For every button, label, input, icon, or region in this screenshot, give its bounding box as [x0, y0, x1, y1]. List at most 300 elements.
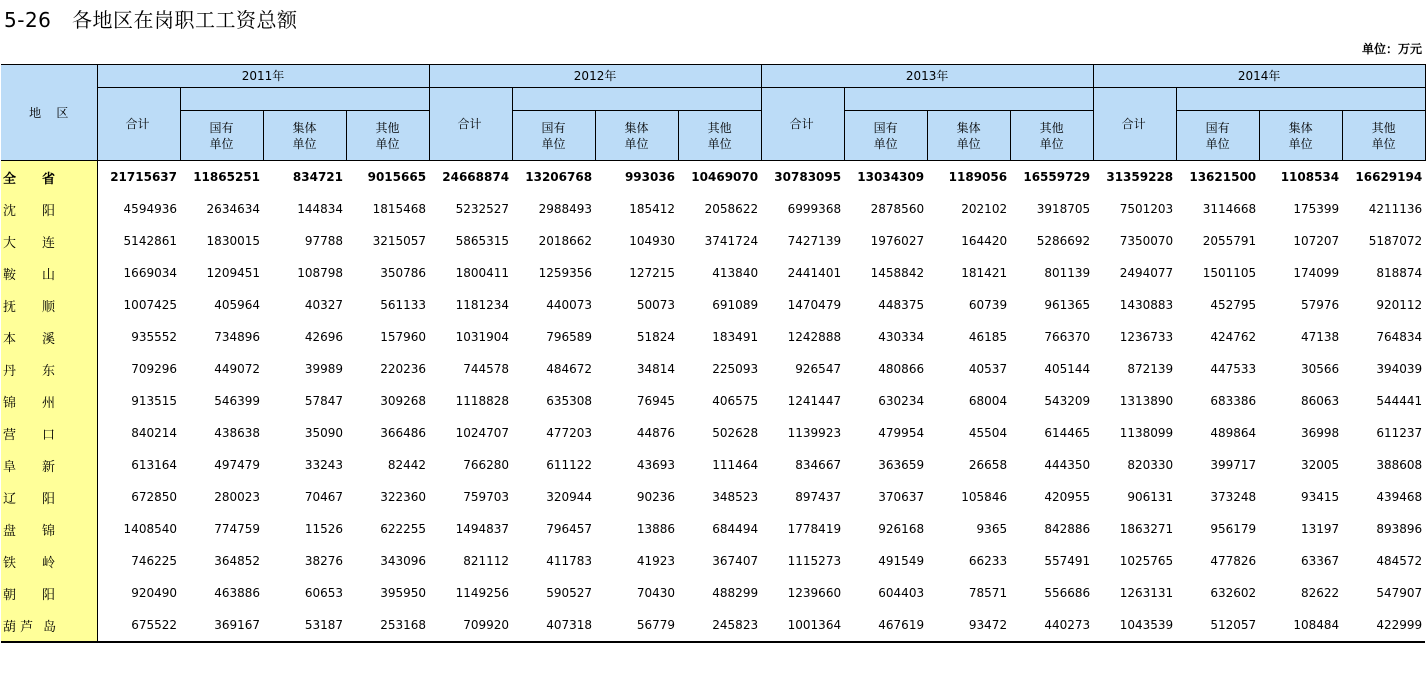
- value-cell: 105846: [961, 490, 1008, 504]
- region-header-label: 地 区: [29, 105, 69, 120]
- value-cell: 220236: [380, 362, 427, 376]
- value-cell: 448375: [878, 298, 925, 312]
- value-cell: 1778419: [787, 522, 842, 536]
- value-cell: 709296: [131, 362, 177, 376]
- value-cell: 7350070: [1119, 234, 1174, 248]
- region-name-part: 岛: [43, 619, 57, 635]
- value-cell: 5187072: [1368, 234, 1423, 248]
- value-cell: 1494837: [455, 522, 510, 536]
- value-cell: 41923: [636, 554, 676, 568]
- value-cell: 4211136: [1368, 202, 1423, 216]
- sub-header-line-2: 单位: [541, 136, 566, 151]
- value-cell: 36998: [1300, 426, 1340, 440]
- value-cell: 766280: [463, 458, 510, 472]
- value-cell: 11526: [304, 522, 343, 536]
- table-row: [1, 513, 1425, 545]
- value-cell: 691089: [712, 298, 759, 312]
- value-cell: 13886: [636, 522, 676, 536]
- region-name-part: 连: [42, 235, 56, 251]
- value-cell: 2988493: [538, 202, 593, 216]
- value-cell: 467619: [844, 609, 927, 642]
- value-cell: 108484: [1259, 609, 1342, 642]
- value-cell: 46185: [968, 330, 1008, 344]
- value-cell: 7427139: [787, 234, 842, 248]
- region-cell: [1, 161, 97, 194]
- value-cell: 13621500: [1176, 161, 1259, 194]
- value-cell: 438638: [214, 426, 260, 440]
- value-cell: 51824: [636, 330, 676, 344]
- value-cell: 556686: [1044, 586, 1091, 600]
- value-cell: 183491: [712, 330, 759, 344]
- sub-header-line-1: 其他: [1371, 120, 1396, 135]
- value-cell: 926547: [795, 362, 842, 376]
- value-cell: 16559729: [1010, 161, 1093, 194]
- value-cell: 759703: [463, 490, 510, 504]
- value-cell: 1138099: [1119, 426, 1174, 440]
- value-cell: 39989: [304, 362, 343, 376]
- region-name-part: 抚: [3, 299, 17, 315]
- sub-header-line-1: 国有: [873, 120, 898, 135]
- value-cell: 280023: [214, 490, 260, 504]
- value-cell: 50073: [636, 298, 676, 312]
- value-cell: 2634634: [206, 202, 260, 216]
- value-cell: 683386: [1210, 394, 1257, 408]
- value-cell: 834667: [795, 458, 842, 472]
- value-cell: 480866: [878, 362, 925, 376]
- value-cell: 4594936: [123, 202, 177, 216]
- value-cell: 26658: [968, 458, 1008, 472]
- value-cell: 245823: [678, 609, 761, 642]
- region-cell: [1, 481, 97, 513]
- value-cell: 546399: [214, 394, 260, 408]
- sub-header-line-1: 国有: [541, 120, 566, 135]
- header-spacer: [844, 88, 1093, 111]
- table-body: [1, 161, 1425, 643]
- value-cell: 127215: [629, 266, 676, 280]
- table-row: [1, 481, 1425, 513]
- value-cell: 675522: [97, 609, 180, 642]
- value-cell: 906131: [1127, 490, 1174, 504]
- value-cell: 1241447: [787, 394, 842, 408]
- value-cell: 181421: [961, 266, 1008, 280]
- region-name-part: 大: [3, 235, 17, 251]
- value-cell: 348523: [712, 490, 759, 504]
- value-cell: 630234: [878, 394, 925, 408]
- value-cell: 202102: [961, 202, 1008, 216]
- value-cell: 367407: [712, 554, 759, 568]
- value-cell: 422999: [1342, 609, 1425, 642]
- table-row: [1, 385, 1425, 417]
- value-cell: 543209: [1044, 394, 1091, 408]
- value-cell: 57847: [304, 394, 343, 408]
- value-cell: 57976: [1300, 298, 1340, 312]
- value-cell: 32005: [1300, 458, 1340, 472]
- value-cell: 613164: [131, 458, 177, 472]
- value-cell: 16629194: [1342, 161, 1425, 194]
- value-cell: 1025765: [1119, 554, 1174, 568]
- region-cell: [1, 417, 97, 449]
- value-cell: 44876: [636, 426, 676, 440]
- value-cell: 920112: [1376, 298, 1423, 312]
- region-column-header: [1, 65, 97, 161]
- value-cell: 1830015: [206, 234, 260, 248]
- sub-header-line-2: 单位: [1288, 136, 1313, 151]
- region-cell: [1, 289, 97, 321]
- value-cell: 70467: [304, 490, 343, 504]
- value-cell: 430334: [878, 330, 925, 344]
- other-unit-column-header: [678, 111, 761, 161]
- region-name-part: 锦: [42, 523, 56, 539]
- region-cell: [1, 577, 97, 609]
- value-cell: 1149256: [455, 586, 510, 600]
- value-cell: 611122: [546, 458, 593, 472]
- region-cell: [1, 609, 97, 642]
- header-spacer: [180, 88, 429, 111]
- total-column-header: 合计: [429, 88, 512, 161]
- value-cell: 920490: [131, 586, 177, 600]
- year-header-2013: 2013年: [761, 65, 1093, 88]
- value-cell: 632602: [1210, 586, 1257, 600]
- region-name-part: 本: [3, 331, 17, 347]
- sub-header-line-2: 单位: [956, 136, 981, 151]
- value-cell: 491549: [878, 554, 925, 568]
- value-cell: 614465: [1044, 426, 1091, 440]
- sub-header-line-2: 单位: [1371, 136, 1396, 151]
- region-name-part: 葫 芦: [3, 619, 34, 635]
- value-cell: 90236: [636, 490, 676, 504]
- value-cell: 394039: [1376, 362, 1423, 376]
- value-cell: 407318: [512, 609, 595, 642]
- value-cell: 30783095: [761, 161, 844, 194]
- value-cell: 842886: [1044, 522, 1091, 536]
- value-cell: 3918705: [1036, 202, 1091, 216]
- value-cell: 818874: [1376, 266, 1423, 280]
- value-cell: 45504: [968, 426, 1008, 440]
- region-name-part: 丹: [3, 363, 17, 379]
- value-cell: 1863271: [1119, 522, 1174, 536]
- value-cell: 684494: [712, 522, 759, 536]
- value-cell: 1501105: [1202, 266, 1257, 280]
- region-name-part: 铁: [3, 555, 17, 571]
- value-cell: 821112: [463, 554, 510, 568]
- value-cell: 796457: [546, 522, 593, 536]
- table-row: [1, 225, 1425, 257]
- table-row: [1, 161, 1425, 194]
- value-cell: 590527: [546, 586, 593, 600]
- value-cell: 935552: [131, 330, 177, 344]
- region-cell: [1, 353, 97, 385]
- region-name-part: 阳: [42, 587, 56, 603]
- value-cell: 439468: [1376, 490, 1423, 504]
- value-cell: 1118828: [455, 394, 510, 408]
- value-cell: 512057: [1176, 609, 1259, 642]
- region-name-part: 阳: [42, 203, 56, 219]
- value-cell: 60739: [968, 298, 1008, 312]
- value-cell: 913515: [131, 394, 177, 408]
- value-cell: 225093: [712, 362, 759, 376]
- table-row: [1, 545, 1425, 577]
- value-cell: 40327: [304, 298, 343, 312]
- value-cell: 1470479: [787, 298, 842, 312]
- sub-header-line-2: 单位: [292, 136, 317, 151]
- value-cell: 1024707: [455, 426, 510, 440]
- value-cell: 40537: [968, 362, 1008, 376]
- value-cell: 611237: [1376, 426, 1423, 440]
- value-cell: 764834: [1376, 330, 1423, 344]
- value-cell: 1139923: [787, 426, 842, 440]
- value-cell: 766370: [1044, 330, 1091, 344]
- table-row: [1, 321, 1425, 353]
- value-cell: 672850: [131, 490, 177, 504]
- region-name-part: 口: [42, 427, 56, 443]
- value-cell: 746225: [131, 554, 177, 568]
- value-cell: 11865251: [180, 161, 263, 194]
- value-cell: 557491: [1044, 554, 1091, 568]
- value-cell: 34814: [636, 362, 676, 376]
- value-cell: 364852: [214, 554, 260, 568]
- value-cell: 35090: [304, 426, 343, 440]
- value-cell: 635308: [546, 394, 593, 408]
- value-cell: 9015665: [346, 161, 429, 194]
- value-cell: 820330: [1127, 458, 1174, 472]
- value-cell: 78571: [968, 586, 1008, 600]
- value-cell: 9365: [976, 522, 1008, 536]
- value-cell: 38276: [304, 554, 343, 568]
- collective-unit-column-header: [927, 111, 1010, 161]
- value-cell: 322360: [380, 490, 427, 504]
- region-cell: [1, 225, 97, 257]
- sub-header-line-1: 集体: [956, 120, 981, 135]
- value-cell: 1815468: [372, 202, 427, 216]
- value-cell: 1976027: [870, 234, 925, 248]
- value-cell: 961365: [1044, 298, 1091, 312]
- value-cell: 405144: [1044, 362, 1091, 376]
- value-cell: 366486: [380, 426, 427, 440]
- value-cell: 484672: [546, 362, 593, 376]
- value-cell: 42696: [304, 330, 343, 344]
- value-cell: 604403: [878, 586, 925, 600]
- sub-header-line-2: 单位: [1039, 136, 1064, 151]
- page-title: 5-26 各地区在岗职工工资总额: [4, 8, 298, 32]
- state-owned-unit-column-header: [512, 111, 595, 161]
- value-cell: 840214: [131, 426, 177, 440]
- value-cell: 31359228: [1093, 161, 1176, 194]
- value-cell: 406575: [712, 394, 759, 408]
- value-cell: 1430883: [1119, 298, 1174, 312]
- value-cell: 449072: [214, 362, 260, 376]
- value-cell: 369167: [180, 609, 263, 642]
- value-cell: 834721: [263, 161, 346, 194]
- value-cell: 82442: [387, 458, 427, 472]
- value-cell: 68004: [968, 394, 1008, 408]
- value-cell: 53187: [263, 609, 346, 642]
- region-name-part: 盘: [3, 523, 17, 539]
- value-cell: 10469070: [678, 161, 761, 194]
- value-cell: 734896: [214, 330, 260, 344]
- value-cell: 440073: [546, 298, 593, 312]
- value-cell: 60653: [304, 586, 343, 600]
- total-column-header: 合计: [1093, 88, 1176, 161]
- value-cell: 388608: [1376, 458, 1423, 472]
- region-name-part: 顺: [42, 299, 56, 315]
- sub-header-line-1: 国有: [1205, 120, 1230, 135]
- collective-unit-column-header: [1259, 111, 1342, 161]
- total-column-header: 合计: [97, 88, 180, 161]
- region-cell: [1, 449, 97, 481]
- value-cell: 253168: [346, 609, 429, 642]
- value-cell: 1236733: [1119, 330, 1174, 344]
- value-cell: 411783: [546, 554, 593, 568]
- region-name-part: 岭: [42, 555, 56, 571]
- value-cell: 30566: [1300, 362, 1340, 376]
- value-cell: 1669034: [123, 266, 177, 280]
- sub-header-line-2: 单位: [873, 136, 898, 151]
- sub-header-line-2: 单位: [375, 136, 400, 151]
- region-name-part: 辽: [3, 491, 17, 507]
- value-cell: 502628: [712, 426, 759, 440]
- other-unit-column-header: [346, 111, 429, 161]
- value-cell: 86063: [1300, 394, 1340, 408]
- value-cell: 1408540: [123, 522, 177, 536]
- region-name-part: 东: [42, 363, 56, 379]
- region-name-part: 新: [42, 459, 56, 475]
- sub-header-line-1: 集体: [292, 120, 317, 135]
- value-cell: 33243: [304, 458, 343, 472]
- value-cell: 2055791: [1202, 234, 1257, 248]
- value-cell: 796589: [546, 330, 593, 344]
- value-cell: 76945: [636, 394, 676, 408]
- value-cell: 13034309: [844, 161, 927, 194]
- sub-header-line-1: 其他: [375, 120, 400, 135]
- value-cell: 544441: [1376, 394, 1423, 408]
- value-cell: 497479: [214, 458, 260, 472]
- value-cell: 709920: [429, 609, 512, 642]
- value-cell: 547907: [1376, 586, 1423, 600]
- sub-header-line-2: 单位: [707, 136, 732, 151]
- value-cell: 463886: [214, 586, 260, 600]
- value-cell: 1043539: [1093, 609, 1176, 642]
- value-cell: 343096: [380, 554, 427, 568]
- value-cell: 107207: [1293, 234, 1340, 248]
- value-cell: 104930: [629, 234, 676, 248]
- value-cell: 157960: [380, 330, 427, 344]
- region-cell: [1, 257, 97, 289]
- value-cell: 774759: [214, 522, 260, 536]
- wage-table: [1, 64, 1426, 643]
- value-cell: 2058622: [704, 202, 759, 216]
- value-cell: 893896: [1376, 522, 1423, 536]
- value-cell: 3741724: [704, 234, 759, 248]
- region-cell: [1, 321, 97, 353]
- value-cell: 2441401: [787, 266, 842, 280]
- value-cell: 956179: [1210, 522, 1257, 536]
- region-name-part: 溪: [42, 331, 56, 347]
- value-cell: 440273: [1010, 609, 1093, 642]
- value-cell: 1001364: [761, 609, 844, 642]
- value-cell: 1239660: [787, 586, 842, 600]
- value-cell: 1263131: [1119, 586, 1174, 600]
- region-name-part: 省: [42, 171, 56, 187]
- value-cell: 395950: [380, 586, 427, 600]
- region-cell: [1, 545, 97, 577]
- collective-unit-column-header: [263, 111, 346, 161]
- value-cell: 1209451: [206, 266, 260, 280]
- region-name-part: 鞍: [3, 267, 17, 283]
- region-name-part: 朝: [3, 587, 17, 603]
- value-cell: 175399: [1293, 202, 1340, 216]
- sub-header-line-1: 其他: [1039, 120, 1064, 135]
- value-cell: 801139: [1044, 266, 1091, 280]
- value-cell: 2018662: [538, 234, 593, 248]
- value-cell: 370637: [878, 490, 925, 504]
- region-name-part: 沈: [3, 203, 17, 219]
- value-cell: 174099: [1293, 266, 1340, 280]
- value-cell: 93472: [927, 609, 1010, 642]
- sub-header-line-2: 单位: [209, 136, 234, 151]
- year-header-2014: 2014年: [1093, 65, 1425, 88]
- sub-header-line-1: 集体: [1288, 120, 1313, 135]
- header-spacer: [1176, 88, 1425, 111]
- value-cell: 489864: [1210, 426, 1257, 440]
- region-cell: [1, 193, 97, 225]
- value-cell: 5286692: [1036, 234, 1091, 248]
- value-cell: 56779: [595, 609, 678, 642]
- value-cell: 2494077: [1119, 266, 1174, 280]
- value-cell: 320944: [546, 490, 593, 504]
- value-cell: 97788: [304, 234, 343, 248]
- table-row: [1, 257, 1425, 289]
- value-cell: 1181234: [455, 298, 510, 312]
- value-cell: 363659: [878, 458, 925, 472]
- total-column-header: 合计: [761, 88, 844, 161]
- value-cell: 185412: [629, 202, 676, 216]
- value-cell: 405964: [214, 298, 260, 312]
- region-name-part: 营: [3, 427, 17, 443]
- state-owned-unit-column-header: [180, 111, 263, 161]
- sub-header-line-2: 单位: [1205, 136, 1230, 151]
- value-cell: 5865315: [455, 234, 510, 248]
- value-cell: 1313890: [1119, 394, 1174, 408]
- value-cell: 477203: [546, 426, 593, 440]
- year-header-2011: 2011年: [97, 65, 429, 88]
- region-name-part: 全: [3, 171, 17, 187]
- value-cell: 70430: [636, 586, 676, 600]
- value-cell: 164420: [961, 234, 1008, 248]
- state-owned-unit-column-header: [844, 111, 927, 161]
- value-cell: 1115273: [787, 554, 842, 568]
- table-row: [1, 193, 1425, 225]
- value-cell: 926168: [878, 522, 925, 536]
- sub-header-line-1: 国有: [209, 120, 234, 135]
- value-cell: 1242888: [787, 330, 842, 344]
- table-row: [1, 417, 1425, 449]
- value-cell: 24668874: [429, 161, 512, 194]
- sub-header-line-1: 其他: [707, 120, 732, 135]
- collective-unit-column-header: [595, 111, 678, 161]
- unit-label: 单位：万元: [1361, 42, 1422, 56]
- value-cell: 1800411: [455, 266, 510, 280]
- value-cell: 7501203: [1119, 202, 1174, 216]
- value-cell: 477826: [1210, 554, 1257, 568]
- value-cell: 424762: [1210, 330, 1257, 344]
- value-cell: 622255: [380, 522, 427, 536]
- table-row: [1, 577, 1425, 609]
- value-cell: 1259356: [538, 266, 593, 280]
- value-cell: 744578: [463, 362, 510, 376]
- sub-header-line-2: 单位: [624, 136, 649, 151]
- region-name-part: 州: [42, 395, 56, 411]
- value-cell: 444350: [1044, 458, 1091, 472]
